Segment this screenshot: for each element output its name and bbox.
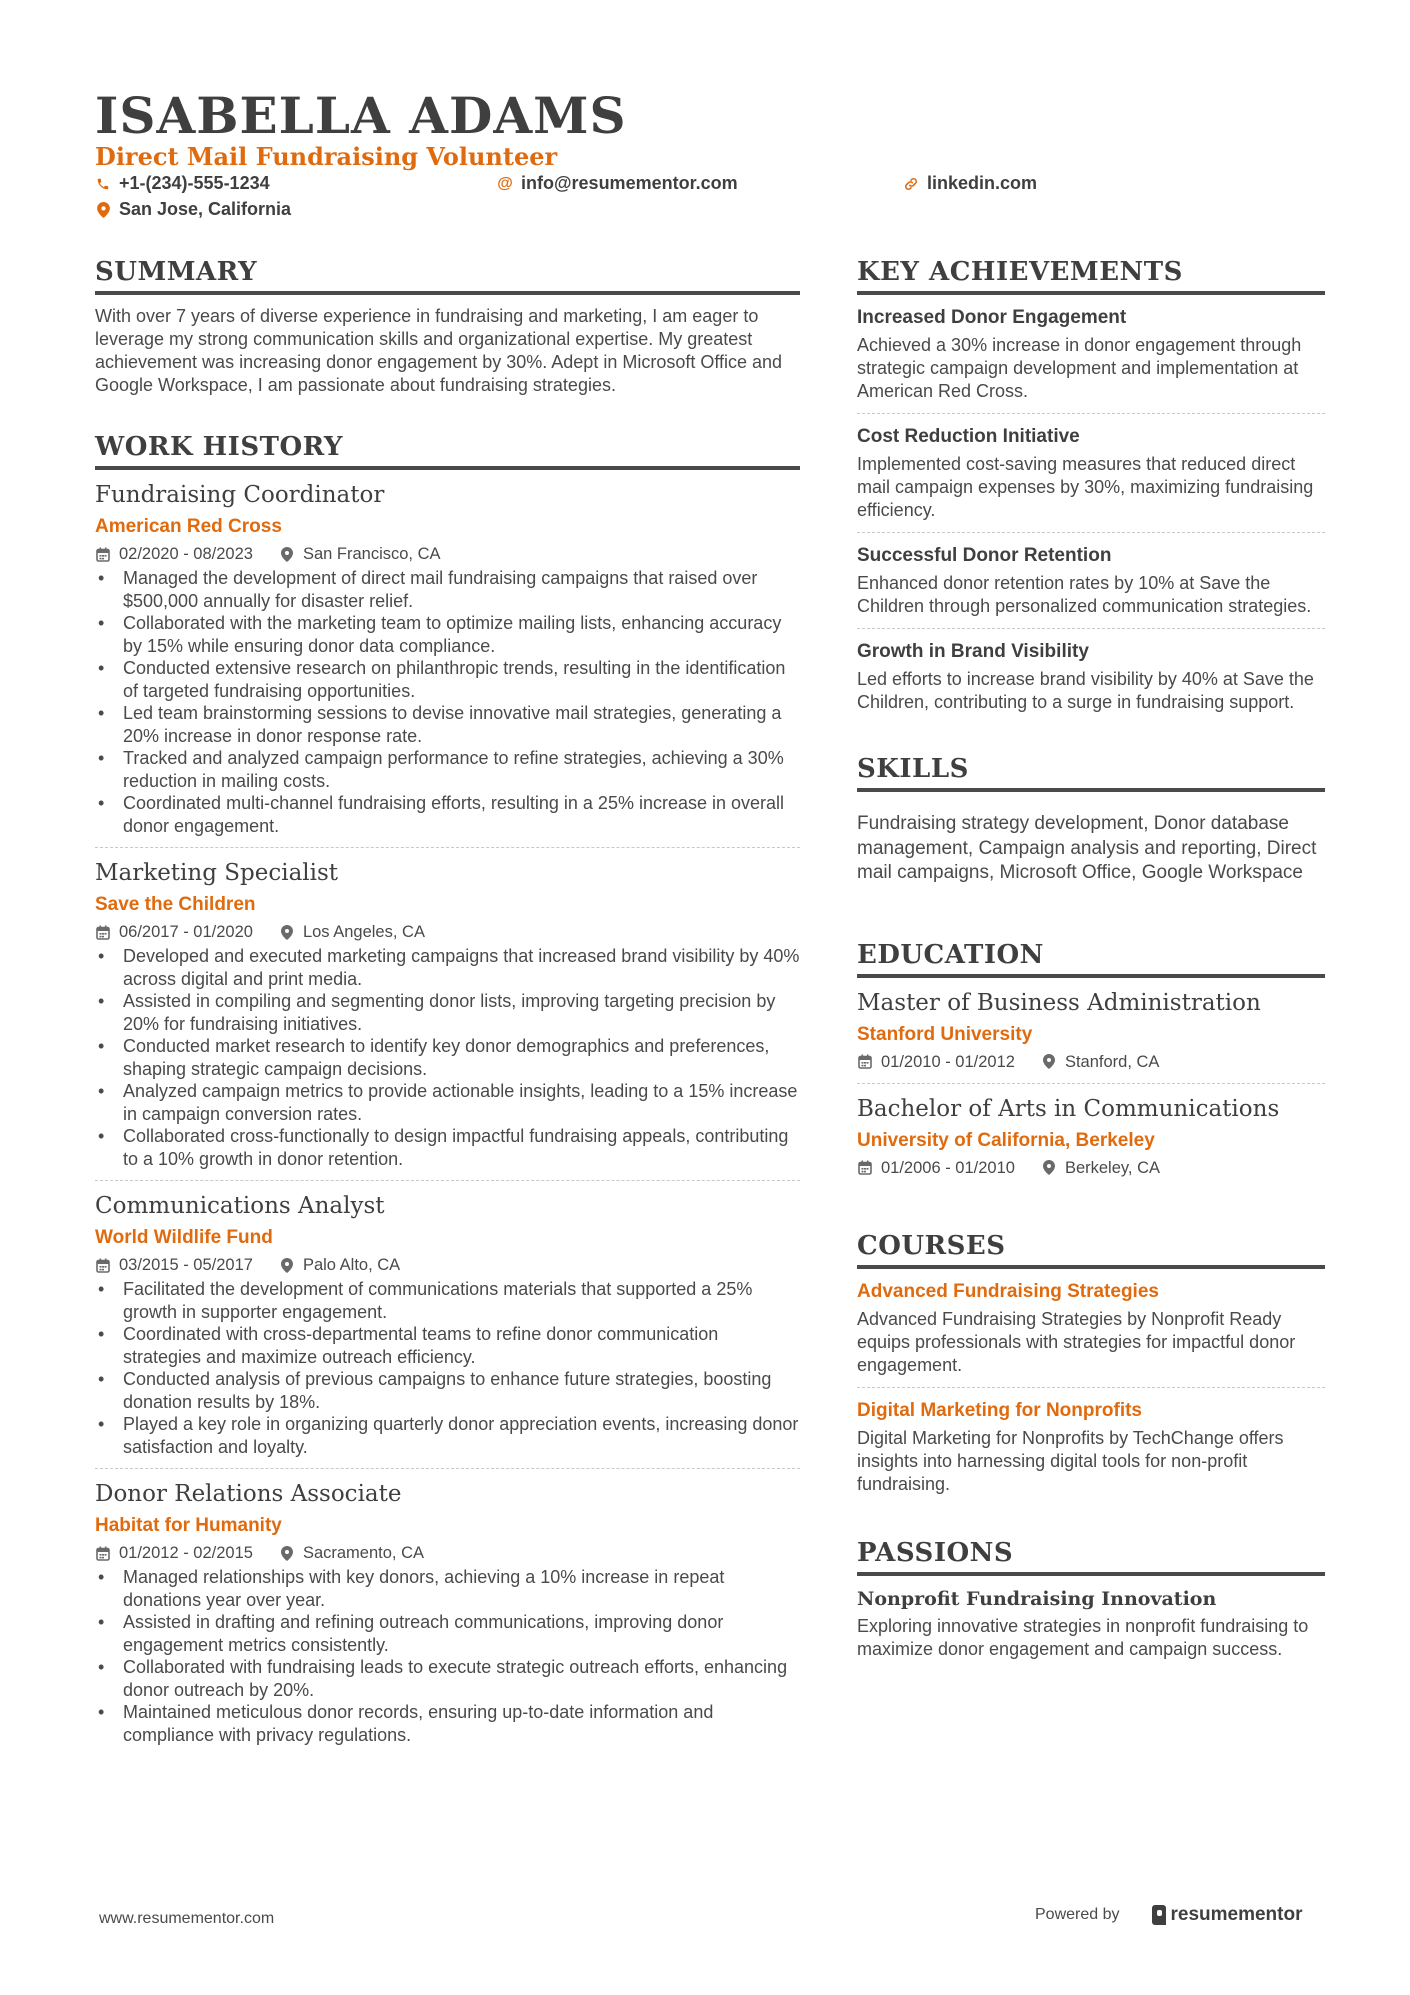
job-org: American Red Cross bbox=[95, 516, 282, 537]
achievement-title: Increased Donor Engagement bbox=[857, 307, 1127, 328]
job-location: San Francisco, CA bbox=[302, 545, 441, 563]
job-bullet: • Facilitated the development of communications materials that supported a 25% growth in supporter engagement. bbox=[95, 1278, 800, 1323]
job-location: Sacramento, CA bbox=[302, 1544, 425, 1562]
course-title: Advanced Fundraising Strategies bbox=[857, 1280, 1159, 1302]
right-column bbox=[857, 255, 1325, 1661]
job-meta bbox=[95, 1254, 800, 1276]
course-item bbox=[857, 1398, 1325, 1496]
email-text[interactable]: info@resumementor.com bbox=[521, 173, 738, 193]
resumementor-logo-icon bbox=[1152, 1905, 1166, 1925]
education-item bbox=[857, 1094, 1325, 1179]
job-bullet: • Collaborated with the marketing team to optimize mailing lists, enhancing accuracy by 15% while ensuring donor data compliance. bbox=[95, 612, 800, 657]
summary-text: With over 7 years of diverse experience in fundraising and marketing, I am eager to leverage my strong communication skills and organizational expertise. My greatest achievement was increasing donor engagement by 30%. Adept in Microsoft Office and Google Workspace, I am passionate about fundraising strategies. bbox=[95, 306, 783, 395]
divider bbox=[857, 413, 1325, 414]
job-entry bbox=[95, 858, 800, 1170]
achievement-item bbox=[857, 305, 1325, 403]
job-location: Palo Alto, CA bbox=[302, 1256, 401, 1274]
job-dates: 01/2012 - 02/2015 bbox=[119, 1544, 253, 1562]
job-role: Fundraising Coordinator bbox=[95, 482, 385, 508]
link-icon bbox=[903, 176, 919, 192]
job-bullet: • Played a key role in organizing quarterly donor appreciation events, increasing donor satisfaction and loyalty. bbox=[95, 1413, 800, 1458]
calendar-icon bbox=[95, 547, 111, 562]
course-title: Digital Marketing for Nonprofits bbox=[857, 1399, 1142, 1421]
left-column bbox=[95, 255, 800, 1746]
achievement-text: Implemented cost-saving measures that reduced direct mail campaign expenses by 30%, maximizing fundraising efficiency. bbox=[857, 454, 1314, 520]
education-dates: 01/2010 - 01/2012 bbox=[881, 1052, 1015, 1071]
map-pin-icon bbox=[1041, 1160, 1057, 1175]
job-bullets bbox=[95, 567, 800, 837]
job-bullets bbox=[95, 1278, 800, 1458]
passion-text: Exploring innovative strategies in nonprofit fundraising to maximize donor engagement and campaign success. bbox=[857, 1615, 1309, 1659]
achievement-title: Successful Donor Retention bbox=[857, 545, 1112, 566]
job-bullet: • Collaborated with fundraising leads to execute strategic outreach efforts, enhancing donor outreach by 20%. bbox=[95, 1656, 800, 1701]
achievement-item bbox=[857, 639, 1325, 714]
divider bbox=[857, 628, 1325, 629]
map-pin-icon bbox=[1041, 1054, 1057, 1069]
contact-linkedin[interactable] bbox=[903, 173, 1037, 194]
candidate-name: ISABELLA ADAMS bbox=[95, 86, 627, 145]
summary-heading: SUMMARY bbox=[95, 255, 800, 295]
job-bullet: • Conducted analysis of previous campaigns to enhance future strategies, boosting donation results by 18%. bbox=[95, 1368, 800, 1413]
job-bullet: • Conducted market research to identify key donor demographics and preferences, shaping strategic campaign decisions. bbox=[95, 1035, 800, 1080]
achievement-text: Led efforts to increase brand visibility by 40% at Save the Children, contributing to a surge in fundraising support. bbox=[857, 669, 1314, 712]
map-pin-icon bbox=[95, 202, 111, 218]
divider bbox=[857, 1387, 1325, 1388]
education-heading: EDUCATION bbox=[857, 938, 1325, 978]
job-bullet: • Assisted in drafting and refining outreach communications, improving donor engagement metrics consistently. bbox=[95, 1611, 800, 1656]
courses-heading: COURSES bbox=[857, 1229, 1325, 1269]
job-meta bbox=[95, 543, 800, 565]
education-meta bbox=[857, 1051, 1325, 1073]
achievements-heading: KEY ACHIEVEMENTS bbox=[857, 255, 1325, 295]
job-bullet: • Led team brainstorming sessions to devise innovative mail strategies, generating a 20% increase in donor response rate. bbox=[95, 702, 800, 747]
divider bbox=[95, 1468, 800, 1469]
map-pin-icon bbox=[279, 925, 295, 940]
job-location: Los Angeles, CA bbox=[302, 923, 425, 941]
calendar-icon bbox=[95, 925, 111, 940]
footer-powered bbox=[1035, 1904, 1303, 1926]
passion-title: Nonprofit Fundraising Innovation bbox=[857, 1587, 1217, 1610]
job-dates: 02/2020 - 08/2023 bbox=[119, 545, 253, 563]
job-dates: 03/2015 - 05/2017 bbox=[119, 1256, 253, 1274]
job-bullet: • Tracked and analyzed campaign performance to refine strategies, achieving a 30% reduction in mailing costs. bbox=[95, 747, 800, 792]
phone-text: +1-(234)-555-1234 bbox=[119, 173, 270, 193]
job-entry bbox=[95, 1479, 800, 1746]
job-entry bbox=[95, 1191, 800, 1458]
job-entry bbox=[95, 480, 800, 837]
education-school: Stanford University bbox=[857, 1023, 1033, 1045]
education-section bbox=[857, 938, 1325, 1179]
course-item bbox=[857, 1279, 1325, 1377]
achievement-item bbox=[857, 424, 1325, 522]
calendar-icon bbox=[857, 1054, 873, 1069]
linkedin-text[interactable]: linkedin.com bbox=[927, 173, 1038, 193]
job-bullet: • Managed the development of direct mail fundraising campaigns that raised over $500,000 annually for disaster relief. bbox=[95, 567, 800, 612]
passion-item bbox=[857, 1586, 1325, 1661]
education-degree: Master of Business Administration bbox=[857, 989, 1261, 1016]
map-pin-icon bbox=[279, 1546, 295, 1561]
job-bullet: • Collaborated cross-functionally to design impactful fundraising appeals, contributing to a 10% growth in donor retention. bbox=[95, 1125, 800, 1170]
map-pin-icon bbox=[279, 547, 295, 562]
education-dates: 01/2006 - 01/2010 bbox=[881, 1158, 1015, 1177]
job-meta bbox=[95, 1542, 800, 1564]
course-text: Advanced Fundraising Strategies by Nonprofit Ready equips professionals with strategies for impactful donor engagement. bbox=[857, 1308, 1296, 1375]
achievement-text: Enhanced donor retention rates by 10% at Save the Children through personalized communication strategies. bbox=[857, 573, 1312, 616]
job-role: Donor Relations Associate bbox=[95, 1481, 402, 1507]
work-history-heading: WORK HISTORY bbox=[95, 430, 800, 470]
job-bullets bbox=[95, 1566, 800, 1746]
summary-section bbox=[95, 255, 800, 397]
contact-phone bbox=[95, 173, 270, 194]
job-bullet: • Coordinated with cross-departmental teams to refine donor communication strategies and maximize outreach efficiency. bbox=[95, 1323, 800, 1368]
course-text: Digital Marketing for Nonprofits by TechChange offers insights into harnessing digital tools for non-profit fundraising. bbox=[857, 1427, 1284, 1494]
brand-logo[interactable] bbox=[1152, 1904, 1303, 1926]
education-location: Berkeley, CA bbox=[1064, 1158, 1161, 1177]
job-meta bbox=[95, 921, 800, 943]
divider bbox=[857, 1083, 1325, 1084]
education-meta bbox=[857, 1157, 1325, 1179]
education-school: University of California, Berkeley bbox=[857, 1129, 1155, 1151]
courses-section bbox=[857, 1229, 1325, 1496]
skills-heading: SKILLS bbox=[857, 752, 1325, 792]
phone-icon bbox=[95, 177, 111, 191]
powered-by-label: Powered by bbox=[1035, 1906, 1120, 1923]
work-history-section bbox=[95, 430, 800, 1746]
calendar-icon bbox=[95, 1546, 111, 1561]
passions-section bbox=[857, 1536, 1325, 1661]
education-location: Stanford, CA bbox=[1064, 1052, 1160, 1071]
divider bbox=[95, 1180, 800, 1181]
job-bullets bbox=[95, 945, 800, 1170]
footer-website[interactable]: www.resumementor.com bbox=[99, 1910, 275, 1927]
job-bullet: • Developed and executed marketing campaigns that increased brand visibility by 40% across digital and print media. bbox=[95, 945, 800, 990]
job-org: World Wildlife Fund bbox=[95, 1227, 273, 1248]
contact-location bbox=[95, 199, 291, 220]
divider bbox=[857, 532, 1325, 533]
contact-email[interactable] bbox=[497, 173, 738, 194]
achievement-title: Growth in Brand Visibility bbox=[857, 641, 1089, 662]
divider bbox=[95, 847, 800, 848]
education-item bbox=[857, 988, 1325, 1073]
location-text: San Jose, California bbox=[119, 199, 292, 219]
job-bullet: • Assisted in compiling and segmenting donor lists, improving targeting precision by 20% for fundraising initiatives. bbox=[95, 990, 800, 1035]
skills-text: Fundraising strategy development, Donor database management, Campaign analysis and reporting, Direct mail campaigns, Microsoft Office, Google Workspace bbox=[857, 813, 1317, 883]
achievement-text: Achieved a 30% increase in donor engagement through strategic campaign development and implementation at American Red Cross. bbox=[857, 335, 1302, 401]
job-role: Marketing Specialist bbox=[95, 860, 339, 886]
brand-name: resumementor bbox=[1170, 1904, 1303, 1925]
education-degree: Bachelor of Arts in Communications bbox=[857, 1095, 1280, 1122]
job-org: Habitat for Humanity bbox=[95, 1515, 282, 1536]
calendar-icon bbox=[857, 1160, 873, 1175]
job-dates: 06/2017 - 01/2020 bbox=[119, 923, 253, 941]
at-sign-icon: @ bbox=[497, 174, 513, 192]
job-bullet: • Coordinated multi-channel fundraising efforts, resulting in a 25% increase in overall donor engagement. bbox=[95, 792, 800, 837]
job-bullet: • Analyzed campaign metrics to provide actionable insights, leading to a 15% increase in campaign conversion rates. bbox=[95, 1080, 800, 1125]
job-bullet: • Managed relationships with key donors, achieving a 10% increase in repeat donations year over year. bbox=[95, 1566, 800, 1611]
job-role: Communications Analyst bbox=[95, 1193, 385, 1219]
achievements-section bbox=[857, 255, 1325, 714]
job-bullet: • Conducted extensive research on philanthropic trends, resulting in the identification of targeted fundraising opportunities. bbox=[95, 657, 800, 702]
job-bullet: • Maintained meticulous donor records, ensuring up-to-date information and compliance with privacy regulations. bbox=[95, 1701, 800, 1746]
map-pin-icon bbox=[279, 1258, 295, 1273]
achievement-item bbox=[857, 543, 1325, 618]
passions-heading: PASSIONS bbox=[857, 1536, 1325, 1576]
job-org: Save the Children bbox=[95, 894, 256, 915]
calendar-icon bbox=[95, 1258, 111, 1273]
achievement-title: Cost Reduction Initiative bbox=[857, 426, 1080, 447]
skills-section bbox=[857, 752, 1325, 886]
candidate-title: Direct Mail Fundraising Volunteer bbox=[95, 142, 558, 171]
